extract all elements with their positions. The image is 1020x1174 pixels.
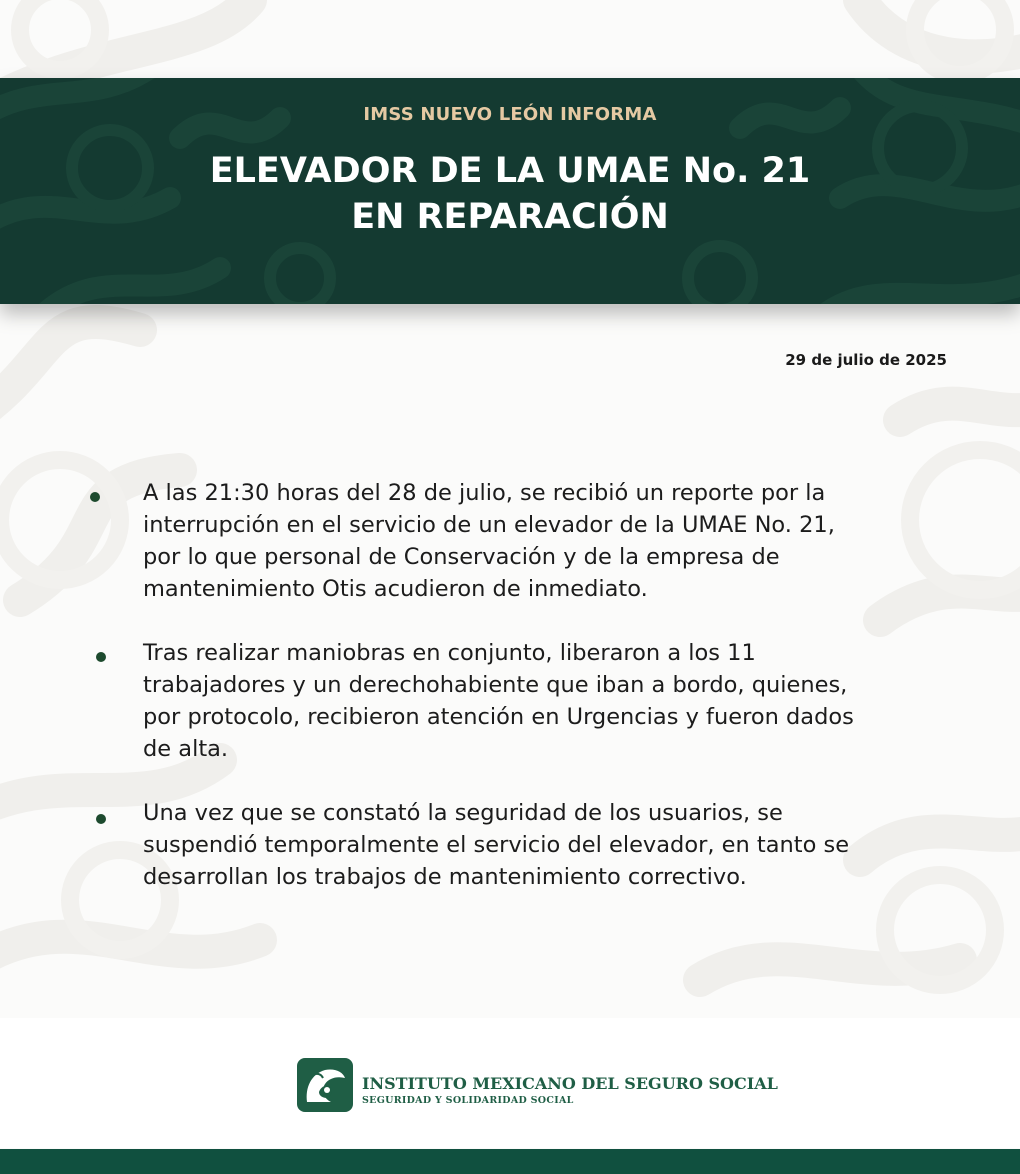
bullet-line: suspendió temporalmente el servicio del elevador, en tanto se — [143, 832, 850, 858]
bullet-paragraph-3 — [143, 797, 943, 893]
footer-bar — [0, 1149, 1020, 1174]
bullet-line: por protocolo, recibieron atención en Urgencias y fueron dados — [143, 704, 854, 730]
bullet-line: de alta. — [143, 736, 229, 762]
bullet-paragraph-1 — [143, 477, 943, 605]
imss-eagle-logo-icon — [297, 1058, 353, 1112]
title-line-2: EN REPARACIÓN — [351, 197, 669, 237]
bullet-paragraph-2 — [143, 637, 943, 765]
org-name: INSTITUTO MEXICANO DEL SEGURO SOCIAL — [362, 1074, 778, 1093]
bullet-line: Tras realizar maniobras en conjunto, liberaron a los 11 — [143, 640, 756, 666]
bullet-line: A las 21:30 horas del 28 de julio, se recibió un reporte por la — [143, 480, 826, 506]
bullet-line: Una vez que se constató la seguridad de los usuarios, se — [143, 800, 783, 826]
bullet-dot-icon — [96, 652, 106, 662]
bullet-line: mantenimiento Otis acudieron de inmediato. — [143, 576, 648, 602]
bullet-line: por lo que personal de Conservación y de la empresa de — [143, 544, 780, 570]
org-tagline: SEGURIDAD Y SOLIDARIDAD SOCIAL — [362, 1095, 574, 1106]
header-kicker: IMSS NUEVO LEÓN INFORMA — [363, 104, 657, 125]
bullet-line: interrupción en el servicio de un elevador de la UMAE No. 21, — [143, 512, 835, 538]
bullet-dot-icon — [96, 814, 106, 824]
bullet-line: desarrollan los trabajos de mantenimiento correctivo. — [143, 864, 747, 890]
publication-date: 29 de julio de 2025 — [785, 351, 947, 369]
page-title — [0, 148, 1020, 240]
bullet-dot-icon — [90, 492, 100, 502]
title-line-1: ELEVADOR DE LA UMAE No. 21 — [209, 151, 811, 191]
bullet-line: trabajadores y un derechohabiente que iban a bordo, quienes, — [143, 672, 848, 698]
